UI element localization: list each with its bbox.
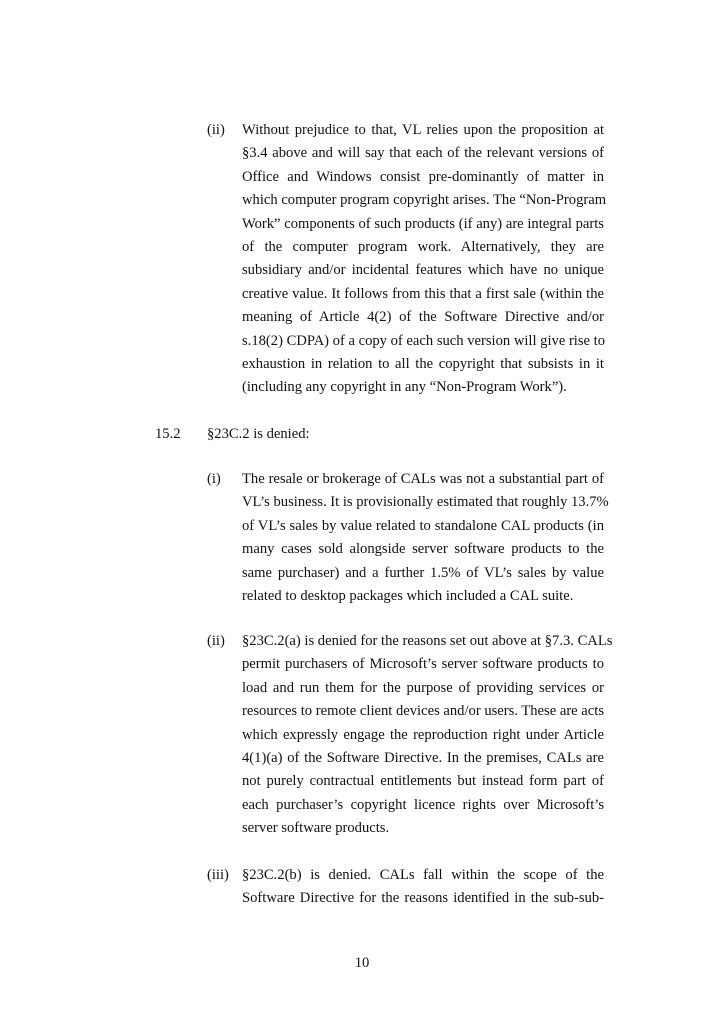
text-line: Software Directive for the reasons identified in the sub-sub-	[242, 890, 604, 907]
subparagraph-label: (iii)	[207, 867, 229, 883]
text-line: Office and Windows consist pre-dominantly of matter in	[242, 168, 604, 185]
text-line: exhaustion in relation to all the copyright that subsists in it	[242, 355, 604, 372]
text-line: The resale or brokerage of CALs was not a substantial part of	[242, 471, 604, 487]
text-line: which expressly engage the reproduction right under Article	[242, 726, 604, 743]
subparagraph-label: (ii)	[207, 633, 225, 649]
text-line: server software products.	[242, 820, 390, 837]
subparagraph-body	[242, 630, 613, 841]
page-number: 10	[354, 955, 370, 971]
subparagraph-body	[242, 468, 609, 608]
text-line: related to desktop packages which included a CAL suite.	[242, 587, 574, 604]
text-line: s.18(2) CDPA) of a copy of each such version will give rise to	[242, 332, 606, 349]
text-line: of VL’s sales by value related to standalone CAL products (in	[242, 517, 604, 534]
text-line: 4(1)(a) of the Software Directive. In the premises, CALs are	[242, 749, 604, 766]
text-line: VL’s business. It is provisionally estimated that roughly 13.7%	[242, 494, 609, 511]
text-line: which computer program copyright arises. The “Non-Program	[242, 192, 607, 209]
subparagraph-body	[242, 119, 607, 400]
text-line: creative value. It follows from this that a first sale (within the	[242, 285, 604, 302]
text-line: Work” components of such products (if any) are integral parts	[242, 215, 604, 232]
text-line: §23C.2(b) is denied. CALs fall within the scope of the	[242, 867, 604, 883]
paragraph-heading: §23C.2 is denied:	[207, 426, 310, 442]
text-line: each purchaser’s copyright licence rights over Microsoft’s	[242, 796, 604, 813]
text-line: Without prejudice to that, VL relies upon the proposition at	[242, 122, 604, 138]
text-line: resources to remote client devices and/or users. These are acts	[242, 703, 604, 720]
text-line: same purchaser) and a further 1.5% of VL’s sales by value	[242, 564, 604, 581]
text-line: permit purchasers of Microsoft’s server software products to	[242, 656, 604, 673]
text-line: (including any copyright in any “Non-Program Work”).	[242, 379, 567, 396]
text-line: many cases sold alongside server software products to the	[242, 541, 604, 558]
text-line: §3.4 above and will say that each of the relevant versions of	[242, 145, 604, 162]
subparagraph-body	[242, 864, 604, 911]
text-line: of the computer program work. Alternatively, they are	[242, 238, 604, 255]
paragraph-number: 15.2	[155, 426, 181, 442]
text-line: subsidiary and/or incidental features which have no unique	[242, 262, 604, 279]
text-line: meaning of Article 4(2) of the Software Directive and/or	[242, 309, 604, 326]
text-line: load and run them for the purpose of providing services or	[242, 679, 604, 696]
subparagraph-label: (ii)	[207, 122, 225, 138]
text-line: §23C.2(a) is denied for the reasons set out above at §7.3. CALs	[242, 633, 613, 649]
subparagraph-label: (i)	[207, 471, 221, 487]
text-line: not purely contractual entitlements but instead form part of	[242, 773, 604, 790]
